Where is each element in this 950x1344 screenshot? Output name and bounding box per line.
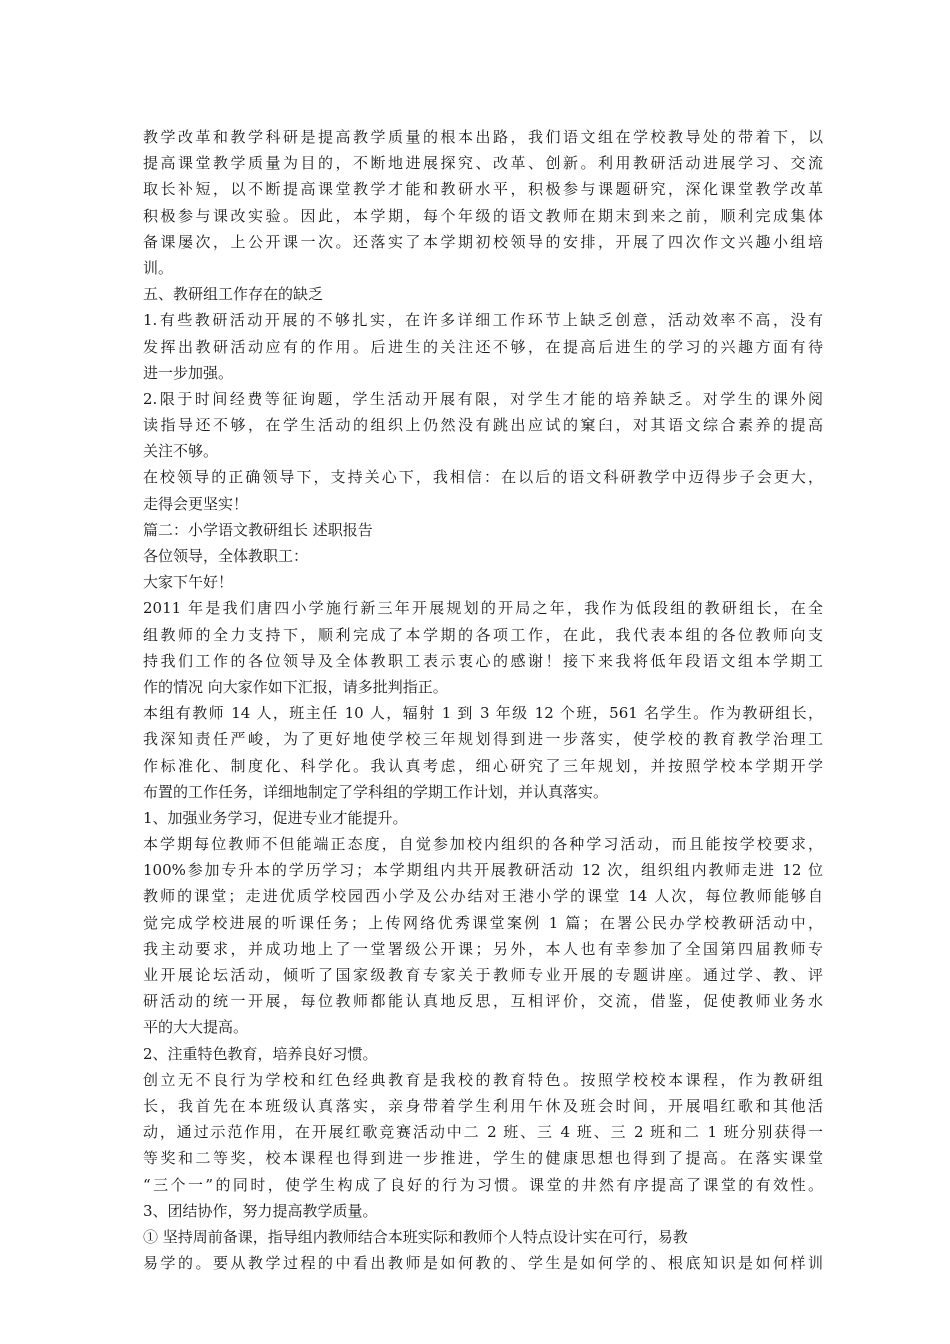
text-line: 篇二：小学语文教研组长 述职报告: [143, 520, 373, 539]
text-line: 我主动要求，并成功地上了一堂署级公开课；另外，本人也有幸参加了全国第四届教师专: [143, 939, 823, 958]
text-line: 长，我首先在本班级认真落实，亲身带着学生利用午休及班会时间，开展唱红歌和其他活: [143, 1096, 823, 1115]
text-line: 走得会更坚实！: [143, 494, 249, 513]
text-line: 教师的课堂；走进优质学校园西小学及公办结对王港小学的课堂 14 人次，每位教师能够自: [143, 887, 823, 906]
text-line: 各位领导，全体教职工：: [143, 547, 309, 565]
text-line: 读指导还不够，在学生活动的组织上仍然没有跳出应试的窠臼，对其语文综合素养的提高: [143, 416, 823, 435]
text-line: 研活动的统一开展，每位教师都能认真地反思，互相评价，交流，借鉴，促使教师业务水: [143, 992, 823, 1011]
text-line: ① 坚持周前备课，指导组内教师结合本班实际和教师个人特点设计实在可行，易教: [143, 1227, 688, 1246]
text-line: “三个一”的同时，使学生构成了良好的行为习惯。课堂的井然有序提高了课堂的有效性。: [143, 1175, 823, 1194]
text-line: 在校领导的正确领导下，支持关心下，我相信：在以后的语文科研教学中迈得步子会更大，: [143, 468, 823, 487]
text-line: 五、教研组工作存在的缺乏: [143, 285, 324, 304]
text-line: 进一步加强。: [143, 363, 234, 382]
text-line: 关注不够。: [143, 442, 219, 461]
text-line: 100%参加专升本的学历学习；本学期组内共开展教研活动 12 次，组织组内教师走进 12 位: [143, 861, 823, 880]
text-line: 持我们工作的各位领导及全体教职工表示衷心的感谢！接下来我将低年段语文组本学期工: [143, 651, 823, 670]
text-line: 备课屡次，上公开课一次。还落实了本学期初校领导的安排，开展了四次作文兴趣小组培: [143, 232, 823, 251]
text-line: 1、加强业务学习，促进专业才能提升。: [143, 808, 408, 827]
text-line: 我深知责任严峻，为了更好地使学校三年规划得到进一步落实，使学校的教育教学治理工: [143, 730, 823, 749]
text-line: 本组有教师 14 人，班主任 10 人，辐射 1 到 3 年级 12 个班，561 名学生。作为教研组长，: [143, 704, 823, 723]
text-line: 训。: [143, 258, 174, 277]
text-line: 积极参与课改实验。因此，本学期，每个年级的语文教师在期末到来之前，顺利完成集体: [143, 206, 823, 225]
text-line: 本学期每位教师不但能端正态度，自觉参加校内组织的各种学习活动，而且能按学校要求，: [143, 835, 823, 854]
text-line: 提高课堂教学质量为目的，不断地进展探究、改革、创新。利用教研活动进展学习、交流: [143, 154, 823, 173]
text-line: 2011 年是我们唐四小学施行新三年开展规划的开局之年，我作为低段组的教研组长，在全: [143, 599, 823, 618]
text-line: 易学的。要从教学过程的中看出教师是如何教的、学生是如何学的、根底知识是如何样训: [143, 1254, 823, 1273]
text-line: 大家下午好！: [143, 573, 234, 592]
text-line: 取长补短，以不断提高课堂教学才能和教研水平，积极参与课题研究，深化课堂教学改革: [143, 180, 823, 199]
document-body: [143, 124, 823, 1276]
text-line: 发挥出教研活动应有的作用。后进生的关注还不够，在提高后进生的学习的兴趣方面有待: [143, 337, 823, 356]
text-line: 业开展论坛活动，倾听了国家级教育专家关于教师专业开展的专题讲座。通过学、教、评: [143, 966, 823, 984]
text-line: 动，通过示范作用，在开展红歌竞赛活动中二 2 班、三 4 班、三 2 班和二 1 班分别获得一: [143, 1123, 823, 1142]
text-line: 组教师的全力支持下，顺利完成了本学期的各项工作，在此，我代表本组的各位教师向支: [143, 625, 823, 644]
text-line: 2、注重特色教育，培养良好习惯。: [143, 1044, 378, 1063]
text-line: 布置的工作任务，详细地制定了学科组的学期工作计划，并认真落实。: [143, 782, 609, 801]
text-line: 1.有些教研活动开展的不够扎实，在许多详细工作环节上缺乏创意，活动效率不高，没有: [143, 311, 823, 330]
text-line: 教学改革和教学科研是提高教学质量的根本出路，我们语文组在学校教导处的带着下，以: [143, 128, 823, 146]
text-line: 平的大大提高。: [143, 1018, 249, 1037]
text-line: 3、团结协作，努力提高教学质量。: [143, 1201, 378, 1220]
text-line: 作的情况 向大家作如下汇报，请多批判指正。: [143, 677, 448, 696]
text-line: 等奖和二等奖，校本课程也得到进一步推进，学生的健康思想也得到了提高。在落实课堂: [143, 1149, 823, 1168]
text-line: 2.限于时间经费等征询题，学生活动开展有限，对学生才能的培养缺乏。对学生的课外阅: [143, 389, 823, 408]
text-line: 创立无不良行为学校和红色经典教育是我校的教育特色。按照学校校本课程，作为教研组: [143, 1070, 823, 1089]
text-line: 觉完成学校进展的听课任务；上传网络优秀课堂案例 1 篇；在署公民办学校教研活动中，: [143, 913, 823, 932]
text-line: 作标准化、制度化、科学化。我认真考虑，细心研究了三年规划，并按照学校本学期开学: [143, 756, 823, 775]
